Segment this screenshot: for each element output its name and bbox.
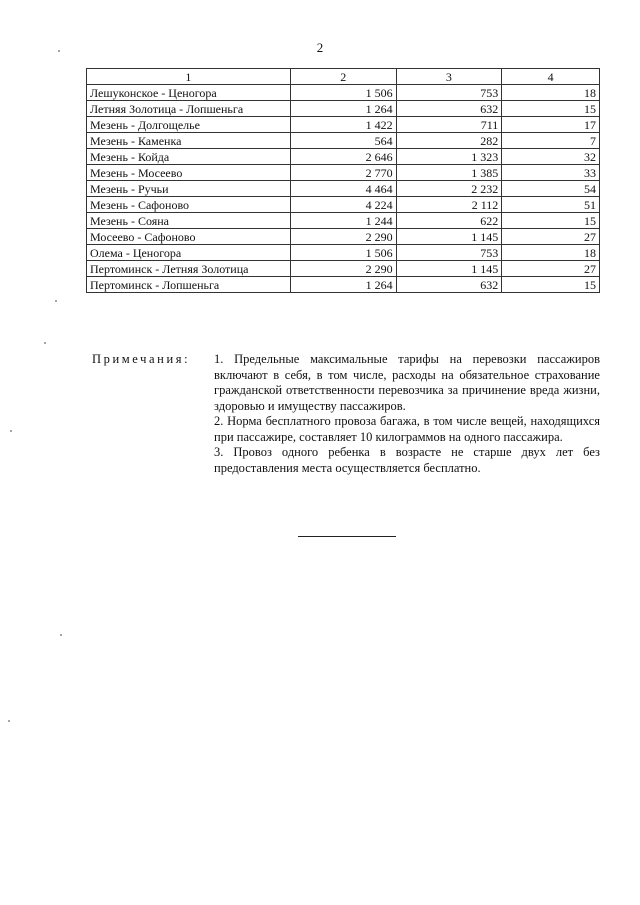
value-cell-col2: 4 224 [290,197,396,213]
route-cell: Мезень - Мосеево [87,165,291,181]
route-cell: Мезень - Сояна [87,213,291,229]
route-cell: Мосеево - Сафоново [87,229,291,245]
table-row [87,213,600,229]
value-cell-col3: 632 [396,101,502,117]
value-cell-col4: 27 [502,261,600,277]
route-cell: Мезень - Сафоново [87,197,291,213]
column-header: 4 [502,69,600,85]
notes-body [214,352,600,476]
table-row [87,261,600,277]
route-cell: Летняя Золотица - Лопшеньга [87,101,291,117]
value-cell-col4: 54 [502,181,600,197]
route-cell: Пертоминск - Летняя Золотица [87,261,291,277]
column-header: 2 [290,69,396,85]
value-cell-col2: 1 422 [290,117,396,133]
value-cell-col3: 1 385 [396,165,502,181]
value-cell-col2: 1 506 [290,245,396,261]
scan-speck [44,342,46,344]
table-row [87,133,600,149]
value-cell-col4: 33 [502,165,600,181]
value-cell-col4: 7 [502,133,600,149]
value-cell-col2: 2 770 [290,165,396,181]
value-cell-col3: 1 323 [396,149,502,165]
route-cell: Мезень - Долгощелье [87,117,291,133]
scan-speck [10,430,12,432]
route-cell: Мезень - Ручьи [87,181,291,197]
table-row [87,229,600,245]
table-row [87,277,600,293]
table-row [87,117,600,133]
value-cell-col4: 15 [502,213,600,229]
route-cell: Олема - Ценогора [87,245,291,261]
value-cell-col4: 18 [502,245,600,261]
end-divider [298,536,396,537]
value-cell-col3: 1 145 [396,261,502,277]
scan-speck [8,720,10,722]
route-cell: Мезень - Койда [87,149,291,165]
value-cell-col2: 1 264 [290,277,396,293]
table-row [87,181,600,197]
scan-speck [58,50,60,52]
value-cell-col4: 15 [502,277,600,293]
note-item: 3. Провоз одного ребенка в возрасте не старше двух лет без предоставления места осуществляется бесплатно. [214,445,600,475]
scan-speck [60,634,62,636]
value-cell-col2: 2 290 [290,229,396,245]
value-cell-col2: 1 264 [290,101,396,117]
value-cell-col2: 2 646 [290,149,396,165]
table-row [87,165,600,181]
table-row [87,245,600,261]
notes-label: Примечания: [92,352,191,366]
value-cell-col3: 632 [396,277,502,293]
note-item: 1. Предельные максимальные тарифы на перевозки пассажиров включают в себя, в том числе, расходы на обязательное страхование гражданской ответственности перевозчика за причинение вреда жизни, здоровью и имуществу пассажиров. [214,352,600,413]
value-cell-col4: 18 [502,85,600,101]
value-cell-col2: 2 290 [290,261,396,277]
table-row [87,149,600,165]
route-cell: Мезень - Каменка [87,133,291,149]
route-cell: Лешуконское - Ценогора [87,85,291,101]
table-header-row [87,69,600,85]
value-cell-col2: 564 [290,133,396,149]
value-cell-col4: 51 [502,197,600,213]
table-row [87,197,600,213]
value-cell-col3: 753 [396,85,502,101]
value-cell-col3: 622 [396,213,502,229]
value-cell-col3: 1 145 [396,229,502,245]
value-cell-col2: 1 244 [290,213,396,229]
value-cell-col3: 2 232 [396,181,502,197]
column-header: 3 [396,69,502,85]
value-cell-col3: 711 [396,117,502,133]
tariff-table [86,68,600,293]
table-row [87,101,600,117]
value-cell-col3: 753 [396,245,502,261]
value-cell-col2: 4 464 [290,181,396,197]
note-item: 2. Норма бесплатного провоза багажа, в том числе вещей, находящихся при пассажире, составляет 10 килограммов на одного пассажира. [214,414,600,444]
value-cell-col4: 27 [502,229,600,245]
value-cell-col4: 32 [502,149,600,165]
value-cell-col4: 15 [502,101,600,117]
value-cell-col2: 1 506 [290,85,396,101]
column-header: 1 [87,69,291,85]
value-cell-col3: 282 [396,133,502,149]
scan-speck [55,300,57,302]
value-cell-col3: 2 112 [396,197,502,213]
page-number: 2 [316,40,324,55]
route-cell: Пертоминск - Лопшеньга [87,277,291,293]
table-row [87,85,600,101]
value-cell-col4: 17 [502,117,600,133]
